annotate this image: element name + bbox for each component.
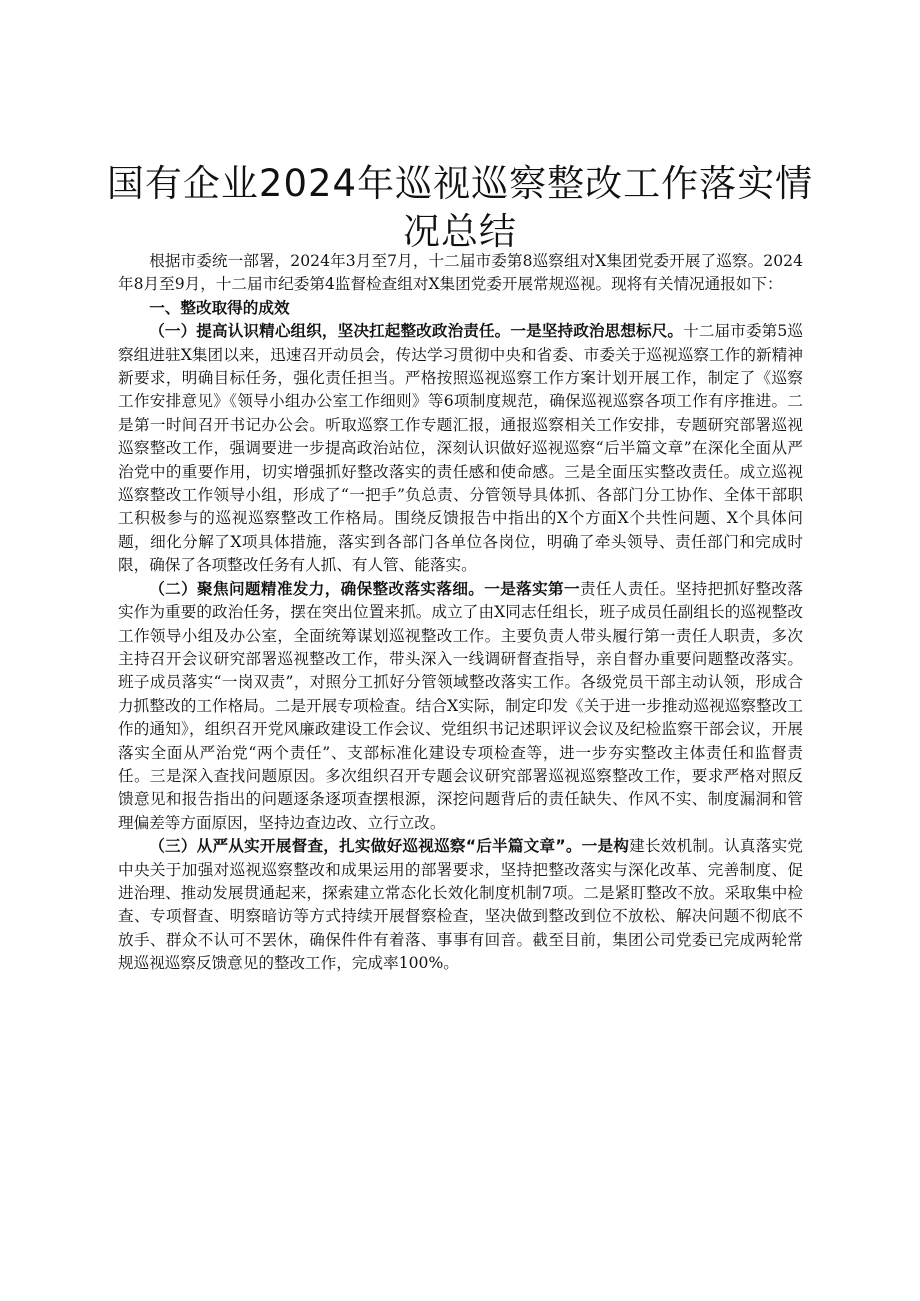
subsection-1-paragraph <box>118 320 803 577</box>
document-title: 国有企业2024年巡视巡察整改工作落实情况总结 <box>106 162 814 253</box>
subsection-3-text: 建长效机制。认真落实党中央关于加强对巡视巡察整改和成果运用的部署要求，坚持把整改落实与深化改革、完善制度、促进治理、推动发展贯通起来，探索建立常态化长效化制度机制7项。二是紧盯整改不放。采取集中检查、专项督查、明察暗访等方式持续开展督察检查，坚决做到整改到位不放松、解决问题不彻底不放手、群众不认可不罢休，确保件件有着落、事事有回音。截至目前，集团公司党委已完成两轮常规巡视巡察反馈意见的整改工作，完成率100%。 <box>118 837 803 973</box>
intro-paragraph: 根据市委统一部署，2024年3月至7月，十二届市委第8巡察组对X集团党委开展了巡察。2024年8月至9月，十二届市纪委第4监督检查组对X集团党委开展常规巡视。现将有关情况通报如下： <box>118 252 803 294</box>
subsection-2-text: 责任人责任。坚持把抓好整改落实作为重要的政治任务，摆在突出位置来抓。成立了由X同志任组长，班子成员任副组长的巡视整改工作领导小组及办公室，全面统筹谋划巡视整改工作。主要负责人带头履行第一责任人职责，多次主持召开会议研究部署巡视整改工作，带头深入一线调研督查指导，亲自督办重要问题整改落实。班子成员落实“一岗双责”，对照分工抓好分管领域整改落实工作。各级党员干部主动认领，形成合力抓整改的工作格局。二是开展专项检查。结合X实际，制定印发《关于进一步推动巡视巡察整改工作的通知》，组织召开党风廉政建设工作会议、党组织书记述职评议会议及纪检监察干部会议，开展落实全面从严治党“两个责任”、支部标准化建设专项检查等，进一步夯实整改主体责任和监督责任。三是深入查找问题原因。多次组织召开专题会议研究部署巡视巡察整改工作，要求严格对照反馈意见和报告指出的问题逐条逐项查摆根源，深挖问题背后的责任缺失、作风不实、制度漏洞和管理偏差等方面原因，坚持边查边改、立行立改。 <box>118 579 803 832</box>
subsection-2-paragraph <box>118 578 803 835</box>
document-body <box>118 250 803 976</box>
subsection-2-lead: （二）聚焦问题精准发力，确保整改落实落细。一是落实第一 <box>149 579 580 598</box>
subsection-1-lead: （一）提高认识精心组织，坚决扛起整改政治责任。一是坚持政治思想标尺。 <box>149 322 684 341</box>
subsection-1-text: 十二届市委第5巡察组进驻X集团以来，迅速召开动员会，传达学习贯彻中央和省委、市委关于巡视巡察工作的新精神新要求，明确目标任务，强化责任担当。严格按照巡视巡察工作方案计划开展工作，制定了《巡察工作安排意见》《领导小组办公室工作细则》等6项制度规范，确保巡视巡察各项工作有序推进。二是第一时间召开书记办公会。听取巡察工作专题汇报，通报巡察相关工作安排，专题研究部署巡视巡察整改工作，强调要进一步提高政治站位，深刻认识做好巡视巡察“后半篇文章”在深化全面从严治党中的重要作用，切实增强抓好整改落实的责任感和使命感。三是全面压实整改责任。成立巡视巡察整改工作领导小组，形成了“一把手”负总责、分管领导具体抓、各部门分工协作、全体干部职工积极参与的巡视巡察整改工作格局。围绕反馈报告中指出的X个方面X个共性问题、X个具体问题，细化分解了X项具体措施，落实到各部门各单位各岗位，明确了牵头领导、责任部门和完成时限，确保了各项整改任务有人抓、有人管、能落实。 <box>118 322 803 575</box>
section-heading: 一、整改取得的成效 <box>149 298 290 317</box>
subsection-3-lead: （三）从严从实开展督查，扎实做好巡视巡察“后半篇文章”。一是构 <box>149 837 630 856</box>
subsection-3-paragraph <box>118 835 803 975</box>
